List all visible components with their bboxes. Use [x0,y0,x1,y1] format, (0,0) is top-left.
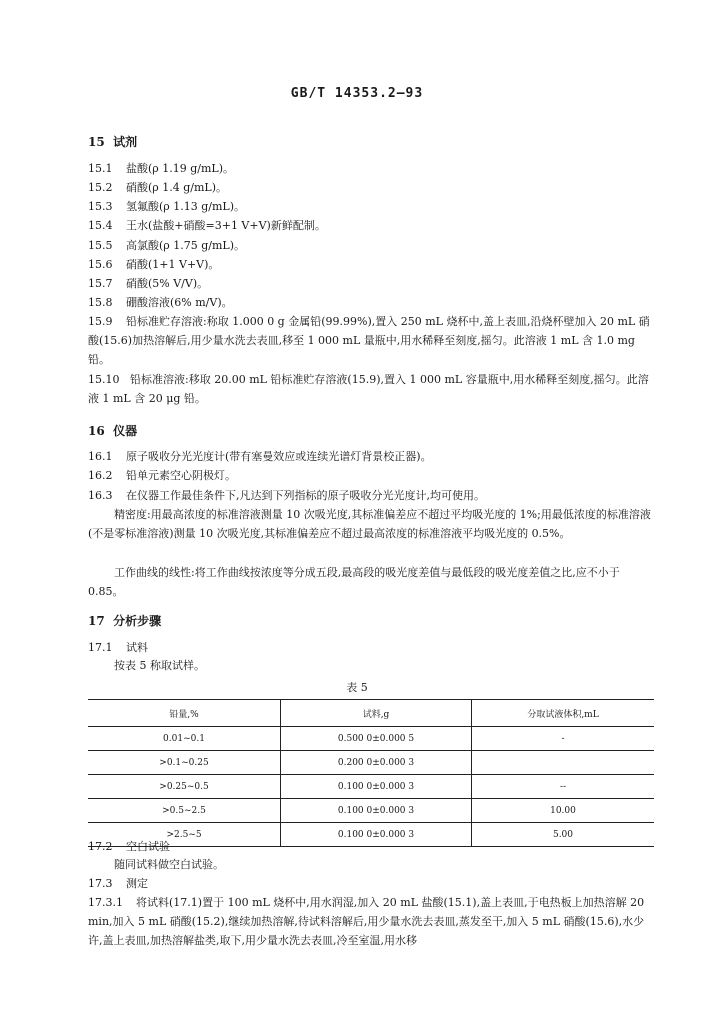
list-item [88,448,432,466]
item-text: 硼酸溶液(6% m/V)。 [126,296,233,309]
subsection-17-3 [88,875,148,893]
paragraph-15-10 [88,370,654,408]
section-number: 17 [88,614,105,628]
item-number: 16.1 [88,450,113,463]
item-text: 测定 [126,877,148,890]
item-number: 15.3 [88,200,113,213]
subsection-17-2-text: 随同试料做空白试验。 [114,858,224,871]
item-text: 铅标准溶液:移取 20.00 mL 铅标准贮存溶液(15.9),置入 1 000 mL 容量瓶中,用水稀释至刻度,摇匀。此溶液 1 mL 含 20 μg 铅。 [88,373,649,405]
item-number: 15.4 [88,219,113,232]
item-number: 17.2 [88,840,113,853]
item-text: 试料 [126,641,148,654]
table-cell: 5.00 [472,823,655,847]
table-5 [88,699,654,847]
paragraph-linearity: 工作曲线的线性:将工作曲线按浓度等分成五段,最高段的吸光度差值与最低段的吸光度差值之比,应不小于 0.85。 [88,566,620,598]
table-cell: - [472,727,655,751]
table-caption: 表 5 [346,681,368,694]
list-item [88,467,236,485]
table-cell: 0.500 0±0.000 5 [281,727,472,751]
table-row [88,775,654,799]
item-number: 16.3 [88,489,113,502]
list-item [88,275,208,293]
table-cell: 0.100 0±0.000 3 [281,799,472,823]
column-header: 铅量,% [88,700,281,727]
table-cell: >0.5~2.5 [88,799,281,823]
list-item [88,294,233,312]
section-16-heading [88,422,137,439]
table-header-row [88,700,654,727]
list-item [88,198,245,216]
item-number: 16.2 [88,469,113,482]
item-number: 15.10 [88,373,120,386]
table-row [88,751,654,775]
item-number: 17.3 [88,877,113,890]
list-item [88,160,234,178]
table-row [88,799,654,823]
table-cell: 0.01~0.1 [88,727,281,751]
column-header: 试料,g [281,700,472,727]
item-number: 15.6 [88,258,113,271]
item-number: 15.2 [88,181,113,194]
subsection-17-1-text: 按表 5 称取试样。 [114,659,205,672]
paragraph-precision: 精密度:用最高浓度的标准溶液测量 10 次吸光度,其标准偏差应不超过平均吸光度的 1%;用最低浓度的标准溶液(不是零标准溶液)测量 10 次吸光度,其标准偏差应不超过最高浓度的标准溶液平均吸光度的 0.5%。 [88,508,651,540]
item-text: 铅标准贮存溶液:称取 1.000 0 g 金属铅(99.99%),置入 250 mL 烧杯中,盖上表皿,沿烧杯壁加入 20 mL 硝酸(15.6)加热溶解后,用少量水洗去表皿,移至 1 000 mL 量瓶中,用水稀释至刻度,摇匀。此溶液 1 mL 含 1.0 mg 铅。 [88,315,650,366]
item-text: 在仪器工作最佳条件下,凡达到下列指标的原子吸收分光光度计,均可使用。 [126,489,485,502]
table-cell [472,751,655,775]
section-17-heading [88,612,161,629]
item-text: 王水(盐酸+硝酸=3+1 V+V)新鲜配制。 [126,219,326,232]
table-cell: -- [472,775,655,799]
table-cell: >0.1~0.25 [88,751,281,775]
page-header: GB/T 14353.2—93 [290,86,424,101]
list-item [88,179,227,197]
item-text: 铅单元素空心阴极灯。 [126,469,236,482]
table-row [88,823,654,847]
item-text: 硝酸(ρ 1.4 g/mL)。 [126,181,228,194]
table-cell: >0.25~0.5 [88,775,281,799]
subsection-17-1 [88,639,148,657]
item-text: 盐酸(ρ 1.19 g/mL)。 [126,162,235,175]
list-item [88,256,219,274]
table-cell: 0.100 0±0.000 3 [281,823,472,847]
item-number: 15.5 [88,239,113,252]
item-text: 硝酸(1+1 V+V)。 [126,258,220,271]
table-cell: 0.100 0±0.000 3 [281,775,472,799]
item-text: 空白试验 [126,840,170,853]
item-number: 17.1 [88,641,113,654]
item-text: 将试料(17.1)置于 100 mL 烧杯中,用水润湿,加入 20 mL 盐酸(15.1),盖上表皿,于电热板上加热溶解 20 min,加入 5 mL 硝酸(15.2),继续加热溶解,待试料溶解后,用少量水洗去表皿,蒸发至干,加入 5 mL 硝酸(15.6),水少许,盖上表皿,加热溶解盐类,取下,用少量水洗去表皿,冷至室温,用水移 [88,896,645,947]
table-cell: >2.5~5 [88,823,281,847]
list-item [88,217,326,235]
paragraph-15-9 [88,312,654,369]
paragraph-17-3-1 [88,893,654,950]
item-number: 15.9 [88,315,113,328]
table-cell: 0.200 0±0.000 3 [281,751,472,775]
subsection-17-2 [88,838,170,856]
table-row [88,727,654,751]
item-text: 高氯酸(ρ 1.75 g/mL)。 [126,239,246,252]
item-text: 硝酸(5% V/V)。 [126,277,209,290]
table-cell: 10.00 [472,799,655,823]
section-title: 仪器 [113,424,138,438]
item-text: 氢氟酸(ρ 1.13 g/mL)。 [126,200,246,213]
item-number: 15.8 [88,296,113,309]
section-number: 15 [88,135,105,149]
item-number: 15.1 [88,162,113,175]
section-15-heading [88,133,137,150]
item-number: 17.3.1 [88,896,123,909]
section-title: 试剂 [113,135,138,149]
list-item [88,487,485,505]
section-number: 16 [88,424,105,438]
item-text: 原子吸收分光光度计(带有塞曼效应或连续光谱灯背景校正器)。 [126,450,432,463]
list-item [88,237,245,255]
column-header: 分取试液体积,mL [472,700,655,727]
section-title: 分析步骤 [113,614,162,628]
item-number: 15.7 [88,277,113,290]
